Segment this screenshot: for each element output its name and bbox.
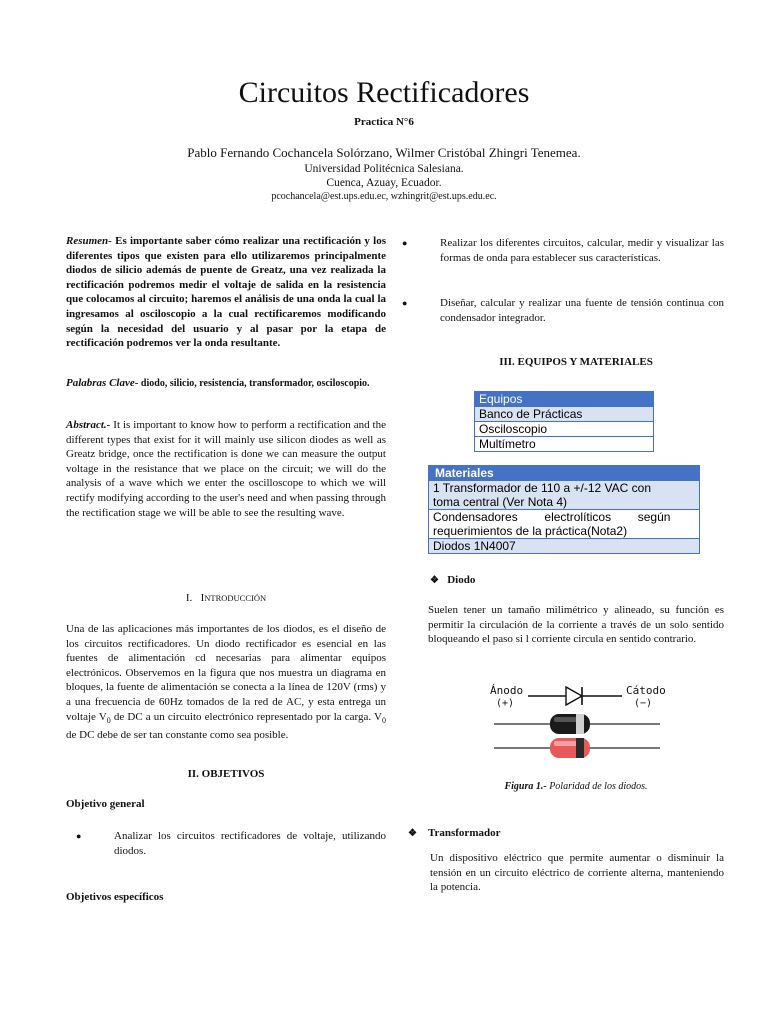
location: Cuenca, Azuay, Ecuador.	[326, 177, 442, 189]
abstract-label: Abstract.-	[66, 419, 111, 431]
table-cell: Osciloscopio	[475, 422, 654, 437]
intro-sub-1: 0	[106, 715, 111, 725]
intro-text-1: Una de las aplicaciones más importantes de los diodos, es el diseño de los circuitos rectificadores. Un diodo rectificador es esencial en las fuentes de alimentación cd necesarias para alimentar equipos electrónicos. Observemos en la figura que nos muestra un diagrama en bloques, la fuente de alimentación se conecta a la línea de 120V (rms) y a una frecuencia de 60Hz tomados de la red de AC, y esta entrega un voltaje V	[66, 623, 386, 723]
practice-number: Practica N°6	[354, 116, 414, 128]
transformador-heading-text: Transformador	[427, 827, 501, 839]
intro-heading	[66, 592, 386, 604]
figure-label: Figura 1.-	[504, 781, 547, 792]
diodo-heading-text: Diodo	[447, 574, 476, 586]
resumen-paragraph	[66, 234, 386, 351]
table-cell	[429, 510, 700, 539]
bullet-icon: ●	[402, 298, 408, 308]
keywords-text: diodo, silicio, resistencia, transformador, osciloscopio.	[138, 378, 370, 389]
table-cell: Materiales	[429, 466, 700, 481]
table-row	[475, 422, 654, 437]
diode-symbol-icon	[528, 687, 622, 705]
keywords-paragraph	[66, 376, 386, 392]
author-emails: pcochancela@est.ups.edu.ec, wzhingrit@est.ups.edu.ec.	[271, 191, 497, 202]
resumen-label: Resumen-	[66, 235, 112, 247]
objetivo-especifico-text: Diseñar, calcular y realizar una fuente de tensión continua con condensador integrador.	[440, 297, 724, 324]
objetivo-especifico-item	[402, 236, 724, 282]
objetivo-general-label: Objetivo general	[66, 798, 145, 810]
page-title: Circuitos Rectificadores	[238, 76, 530, 109]
objetivos-heading: II. OBJETIVOS	[187, 768, 265, 780]
table-row	[429, 481, 700, 510]
affiliation	[0, 162, 768, 190]
objetivo-general-item	[76, 829, 386, 861]
equipos-heading: III. EQUIPOS Y MATERIALES	[499, 356, 653, 368]
cell-line: 1 Transformador de 110 a +/-12 VAC con	[433, 481, 652, 495]
authors: Pablo Fernando Cochancela Solórzano, Wilmer Cristóbal Zhingri Tenemea.	[187, 145, 581, 160]
transformador-paragraph: Un dispositivo eléctrico que permite aumentar o disminuir la tensión en un circuito eléctrico de corriente alterna, manteniendo la potencia.	[430, 852, 724, 894]
table-cell: Diodos 1N4007	[429, 539, 700, 554]
table-row	[475, 407, 654, 422]
objetivo-general-text: Analizar los circuitos rectificadores de voltaje, utilizando diodos.	[114, 830, 386, 857]
intro-text-3: de DC debe de ser tan constante como sea posible.	[66, 729, 289, 742]
intro-heading-cap: I	[200, 592, 205, 604]
table-header-row	[429, 466, 700, 481]
bullet-icon: ●	[76, 831, 82, 841]
table-cell: Equipos	[475, 392, 654, 407]
diode-polarity-figure	[480, 678, 676, 774]
cell-line: requerimientos de la práctica(Nota2)	[433, 524, 628, 538]
intro-paragraph	[66, 622, 386, 743]
table-row	[429, 510, 700, 539]
table-cell	[429, 481, 700, 510]
intro-numeral: I.	[185, 592, 193, 604]
table-cell: Banco de Prácticas	[475, 407, 654, 422]
intro-text-2: de DC a un circuito electrónico representado por la carga. V	[110, 710, 382, 723]
black-diode-icon	[494, 714, 660, 734]
objetivo-especifico-item	[402, 296, 724, 328]
cell-line: Condensadores electrolíticos según	[433, 510, 671, 524]
keywords-label: Palabras Clave-	[66, 377, 139, 389]
cathode-label: Cátodo	[626, 684, 666, 697]
cell-line: toma central (Ver Nota 4)	[433, 495, 568, 509]
figure-caption	[428, 781, 724, 792]
table-row	[475, 437, 654, 452]
objetivos-especificos-label: Objetivos específicos	[66, 891, 164, 903]
university: Universidad Politécnica Salesiana.	[304, 163, 464, 175]
diamond-bullet-icon: ❖	[430, 575, 439, 586]
abstract-paragraph	[66, 418, 386, 520]
materiales-table	[428, 465, 700, 554]
resumen-text: Es importante saber cómo realizar una rectificación y los diferentes tipos que existen para ello utilizaremos principalmente diodos de silicio además de puente de Greatz, una vez realizada la rectificación podremos medir el voltaje de salida en la resistencia que colocamos al circuito; haremos el análisis de una onda la cual la ingresamos al osciloscopio a la cual rectificaremos modificando según la necesidad del usuario y al pasar por la etapa de rectificación podremos ver la onda resultante.	[66, 235, 386, 350]
anode-sign: (+)	[496, 698, 515, 709]
intro-sub-2: 0	[382, 715, 386, 725]
table-cell: Multímetro	[475, 437, 654, 452]
table-row	[429, 539, 700, 554]
transformador-heading	[408, 826, 500, 842]
table-header-row	[475, 392, 654, 407]
abstract-text: It is important to know how to perform a rectification and the different types that exist for it will mainly use silicon diodes as well as Greatz bridge, once the rectification is done we can measure the output voltage in the resistance that we place on the circuit; we will do the analysis of a wave which we enter the oscilloscope to which we will rectify modifying according to the user's need and when passing through the rectification stage we will be able to see the resulting wave.	[66, 419, 386, 519]
figure-caption-text: Polaridad de los diodos.	[546, 781, 648, 792]
equipos-table	[474, 391, 654, 452]
cathode-sign: (−)	[634, 698, 653, 709]
diamond-bullet-icon: ❖	[408, 828, 417, 839]
objetivo-especifico-text: Realizar los diferentes circuitos, calcular, medir y visualizar las formas de onda para establecer sus características.	[440, 237, 724, 264]
red-diode-icon	[494, 738, 660, 758]
diodo-paragraph: Suelen tener un tamaño milimétrico y alineado, su función es permitir la circulación de la corriente a través de un solo sentido bloqueando el paso si l corriente circula en sentido contrario.	[428, 604, 724, 646]
bullet-icon: ●	[402, 238, 408, 248]
diodo-heading	[430, 573, 475, 589]
intro-heading-rest: NTRODUCCIÓN	[204, 593, 267, 603]
anode-label: Ánodo	[490, 684, 524, 697]
